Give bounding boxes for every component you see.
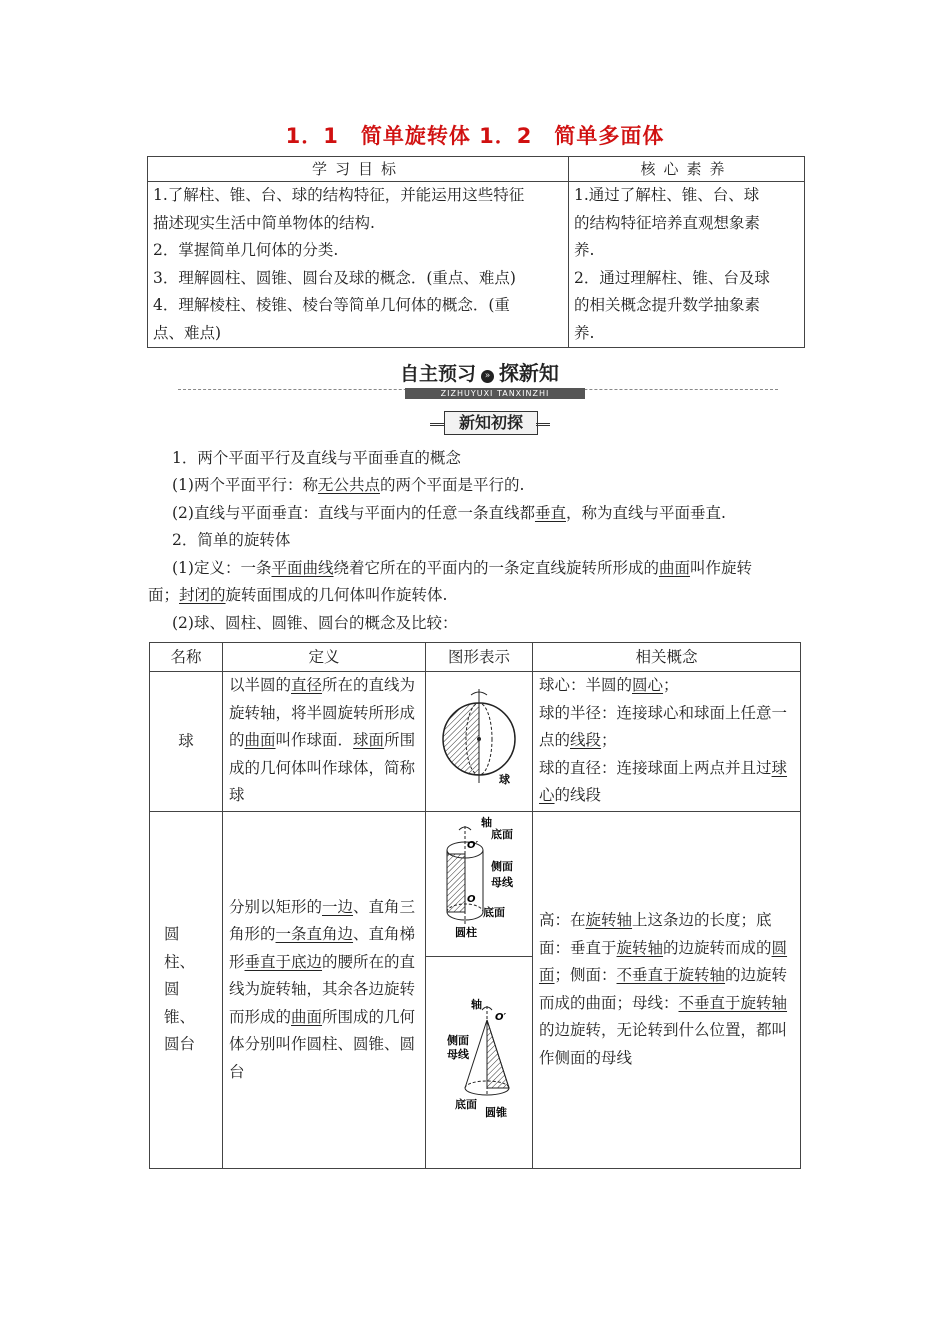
- col-header-name: 名称: [150, 643, 223, 672]
- goals-table: [147, 156, 805, 348]
- side-label: 侧面: [447, 1034, 469, 1048]
- goals-header-right: 核心素养: [569, 157, 805, 182]
- paragraph: 2．简单的旋转体: [172, 531, 291, 549]
- point-o1-label: O′: [495, 1012, 507, 1024]
- answer-underlined: 不垂直于旋转轴: [616, 966, 726, 985]
- answer-underlined: 平面曲线: [271, 559, 334, 577]
- goals-header-left: 学习目标: [148, 157, 569, 182]
- text: 所围成的几何体分别叫作圆柱、圆锥、圆台: [229, 1007, 416, 1081]
- goal-line: 2．掌握简单几何体的分类.: [153, 241, 339, 259]
- answer-underlined: 旋转轴: [616, 938, 664, 957]
- row-name-cylinder-cone-frustum: [150, 812, 223, 1169]
- text: 、直角三角形的: [229, 897, 416, 943]
- axis-label: 轴: [481, 816, 492, 829]
- answer-underlined: 曲面: [659, 559, 691, 577]
- col-header-definition: 定义: [223, 643, 426, 672]
- literacy-line: 的相关概念提升数学抽象素: [574, 296, 761, 314]
- text: 的边旋转而成的曲面；母线：: [539, 966, 788, 1012]
- answer-underlined: 线段: [570, 731, 602, 749]
- text: ；侧面：: [554, 966, 617, 985]
- paragraph: [148, 498, 808, 528]
- literacy-line: 养.: [574, 323, 595, 342]
- answer-underlined: 垂直: [534, 504, 566, 522]
- text: 叫作球面．: [275, 731, 354, 749]
- text: 球的半径：连接球心和球面上任意一点的: [539, 703, 788, 749]
- literacy-line: 养.: [574, 241, 595, 259]
- text: 球的直径：连接球面上两点并且过: [539, 758, 772, 777]
- text: ；: [663, 676, 679, 694]
- text: 、直角梯形: [229, 925, 416, 971]
- col-header-figure: 图形表示: [426, 643, 533, 672]
- literacy-line: 的结构特征培养直观想象素: [574, 213, 761, 232]
- point-o-label: O: [467, 894, 476, 905]
- banner-left-text: 自主预习: [400, 363, 477, 385]
- tag-right-line: [536, 423, 550, 426]
- cone-figure: [429, 992, 529, 1122]
- goal-line: 3．理解圆柱、圆锥、圆台及球的概念．(重点、难点): [153, 268, 516, 287]
- comparison-table: [149, 642, 801, 1169]
- center-point: [477, 737, 481, 741]
- text: 的线段: [554, 786, 602, 804]
- text: 球心：半圆的: [539, 676, 633, 694]
- text: 旋转面围成的几何体叫作旋转体.: [225, 586, 448, 604]
- text: (2)直线与平面垂直：直线与平面内的任意一条直线都: [172, 504, 535, 522]
- text: 分别以矩形的: [229, 897, 323, 916]
- point-o1-label: O′: [467, 840, 479, 851]
- sphere-concepts: [533, 672, 801, 812]
- goal-line: 点、难点): [153, 323, 222, 342]
- text: ，称为直线与平面垂直.: [565, 504, 726, 522]
- text: (1)两个平面平行：称: [172, 476, 318, 494]
- paragraph: [148, 470, 808, 500]
- answer-underlined: 一边: [322, 897, 354, 916]
- rotation-solid-concepts: [533, 812, 801, 1169]
- paragraph: [148, 553, 808, 583]
- hatched-rectangle: [447, 854, 465, 912]
- text: 所围成的几何体叫作球体，简称球: [229, 731, 416, 804]
- literacy-line: 2．通过理解柱、锥、台及球: [574, 268, 770, 287]
- answer-underlined: 不垂直于旋转轴: [678, 993, 788, 1012]
- answer-underlined: 圆面: [539, 938, 788, 985]
- answer-underlined: 球心: [539, 758, 788, 804]
- goal-line: 描述现实生活中简单物体的结构.: [153, 213, 375, 232]
- sphere-figure-cell: [426, 672, 533, 812]
- cylinder-name-label: 圆柱: [455, 926, 477, 939]
- rotation-solid-definition: [223, 812, 426, 1169]
- goal-line: 1.了解柱、锥、台、球的结构特征，并能运用这些特征: [153, 186, 525, 204]
- answer-underlined: 无公共点: [317, 476, 380, 494]
- text: 的腰所在的直线为旋转轴，其余各边旋转而形成的: [229, 952, 416, 1026]
- sphere-definition: [223, 672, 426, 812]
- bottom-base-label: 底面: [483, 906, 505, 919]
- cylinder-figure-cell: [426, 812, 533, 957]
- sphere-fig-label: 球: [499, 772, 510, 786]
- text: ；: [601, 731, 617, 749]
- axis-label: 轴: [471, 998, 482, 1012]
- cylinder-figure: [429, 812, 529, 946]
- text: 高：在: [539, 911, 586, 930]
- answer-underlined: 曲面: [291, 1007, 323, 1026]
- row-name-text: 圆柱、圆锥、圆台: [164, 925, 196, 1053]
- answer-underlined: 圆心: [632, 676, 664, 694]
- cone-name-label: 圆锥: [485, 1106, 507, 1120]
- text: 所在的直线为旋转轴，将半圆旋转所形成的: [229, 676, 416, 749]
- top-base-label: 底面: [491, 828, 513, 841]
- text: 叫作旋转: [690, 559, 753, 577]
- side-label: 侧面: [491, 860, 513, 873]
- text: (1)定义：一条: [172, 559, 272, 577]
- page-title: 1．1 简单旋转体 1．2 简单多面体: [285, 124, 665, 148]
- banner-right-text: 探新知: [498, 361, 559, 385]
- cone-figure-cell: [426, 956, 533, 1168]
- text: 的边旋转，无论转到什么位置，都叫作侧面的母线: [539, 1021, 788, 1067]
- base-label: 底面: [455, 1098, 477, 1112]
- col-header-concepts: 相关概念: [533, 643, 801, 672]
- tag-label: 新知初探: [444, 411, 538, 435]
- paragraph: 1．两个平面平行及直线与平面垂直的概念: [172, 449, 461, 467]
- goal-line: 4．理解棱柱、棱锥、棱台等简单几何体的概念．(重: [153, 296, 510, 314]
- row-name-sphere: 球: [150, 672, 223, 812]
- section-banner: [400, 357, 596, 387]
- text: 的两个平面是平行的.: [379, 476, 525, 494]
- text: 上这条边的长度；底面：垂直于: [539, 911, 772, 957]
- text: 以半圆的: [229, 676, 292, 694]
- answer-underlined: 旋转轴: [585, 911, 633, 930]
- paragraph: (2)球、圆柱、圆锥、圆台的概念及比较：: [172, 614, 458, 632]
- answer-underlined: 垂直于底边: [244, 952, 323, 971]
- answer-underlined: 封闭的: [179, 586, 226, 604]
- arrow-circle-icon: »: [481, 370, 494, 383]
- answer-underlined: 一条直角边: [275, 925, 354, 943]
- hatched-half-disk: [443, 703, 479, 775]
- goals-left-cell: [148, 182, 569, 348]
- generatrix-label: 母线: [447, 1048, 469, 1062]
- goals-right-cell: [569, 182, 805, 348]
- answer-underlined: 直径: [291, 676, 323, 694]
- literacy-line: 1.通过了解柱、锥、台、球: [574, 186, 760, 204]
- paragraph: [148, 580, 808, 610]
- sphere-figure: [429, 677, 529, 797]
- text: 面；: [148, 586, 180, 604]
- text: 绕着它所在的平面内的一条定直线旋转所形成的: [333, 559, 659, 577]
- answer-underlined: 曲面: [244, 731, 276, 749]
- text: 的边旋转而成的: [663, 938, 772, 957]
- tag-left-line: [430, 423, 444, 426]
- banner-pinyin: ZIZHUYUXI TANXINZHI: [405, 388, 585, 399]
- section-tag: [430, 411, 550, 435]
- generatrix-label: 母线: [491, 876, 513, 889]
- answer-underlined: 球面: [353, 731, 385, 749]
